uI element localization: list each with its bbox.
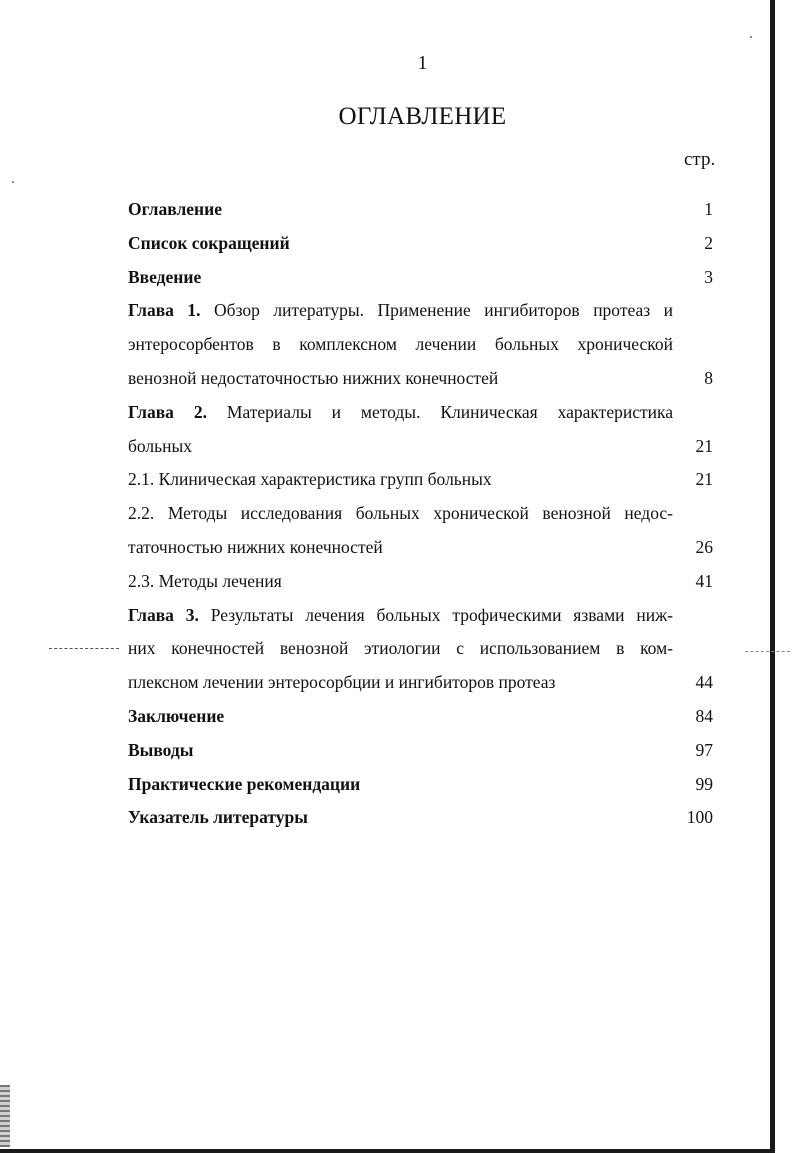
toc-entry-page: 21 bbox=[695, 469, 713, 490]
toc-entry-line bbox=[128, 362, 673, 396]
toc-entry-line bbox=[128, 531, 673, 565]
toc-entry-text: венозной недостаточностью нижних конечностей bbox=[128, 367, 499, 388]
table-of-contents bbox=[128, 193, 713, 835]
toc-entry bbox=[128, 768, 713, 802]
toc-entry-page: 44 bbox=[695, 672, 713, 693]
toc-entry-page: 8 bbox=[704, 367, 713, 388]
toc-entry-page: 97 bbox=[695, 739, 713, 760]
toc-entry-title bbox=[128, 396, 673, 464]
toc-entry bbox=[128, 497, 713, 565]
toc-entry-line bbox=[128, 768, 673, 802]
toc-entry-text: плексном лечении энтеросорбции и ингибиторов протеаз bbox=[128, 672, 556, 693]
toc-entry-title bbox=[128, 193, 673, 227]
toc-chapter-label: Глава 1. bbox=[128, 300, 201, 321]
toc-entry-line bbox=[128, 666, 673, 700]
toc-entry-page: 3 bbox=[704, 266, 713, 287]
toc-entry-text: Заключение bbox=[128, 705, 225, 726]
toc-entry-text: таточностью нижних конечностей bbox=[128, 536, 383, 557]
toc-entry bbox=[128, 599, 713, 700]
toc-entry-page: 1 bbox=[704, 199, 713, 219]
scan-edge-right bbox=[770, 0, 775, 1153]
page-number: 1 bbox=[417, 52, 428, 74]
scan-artifact-dash bbox=[49, 648, 119, 649]
toc-entry-text: 2.3. Методы лечения bbox=[128, 570, 282, 591]
page-title: ОГЛАВЛЕНИЕ bbox=[338, 103, 507, 130]
toc-entry-line bbox=[128, 227, 673, 261]
toc-entry-title bbox=[128, 801, 673, 835]
toc-entry-title bbox=[128, 768, 673, 802]
toc-entry bbox=[128, 261, 713, 295]
toc-chapter-label: Глава 3. bbox=[128, 604, 199, 625]
toc-entry-line bbox=[128, 294, 673, 328]
toc-entry-line bbox=[128, 801, 673, 835]
toc-entry-text: 2.2. Методы исследования больных хронической венозной недос- bbox=[128, 503, 673, 524]
toc-entry-line bbox=[128, 632, 673, 666]
scan-edge-left bbox=[0, 1085, 10, 1147]
toc-entry-title bbox=[128, 497, 673, 565]
toc-entry-text: Введение bbox=[128, 266, 202, 287]
toc-entry-page: 2 bbox=[704, 232, 713, 253]
toc-entry-page: 100 bbox=[686, 807, 713, 828]
page-column-label: стр. bbox=[684, 149, 716, 170]
toc-entry-line bbox=[128, 497, 673, 531]
toc-entry bbox=[128, 396, 713, 464]
scan-edge-bottom bbox=[0, 1149, 775, 1153]
toc-entry bbox=[128, 294, 713, 395]
toc-entry-line bbox=[128, 396, 673, 430]
toc-entry-page: 21 bbox=[695, 435, 713, 456]
toc-entry bbox=[128, 734, 713, 768]
toc-entry-page: 41 bbox=[695, 570, 713, 591]
toc-entry-page: 99 bbox=[695, 773, 713, 794]
toc-entry-text: них конечностей венозной этиологии с использованием в ком- bbox=[128, 638, 673, 659]
toc-entry-text: Материалы и методы. Клиническая характеристика bbox=[226, 401, 673, 422]
toc-entry-title bbox=[128, 599, 673, 700]
toc-entry bbox=[128, 565, 713, 599]
toc-entry-text: энтеросорбентов в комплексном лечении больных хронической bbox=[128, 334, 673, 355]
toc-entry-text: Обзор литературы. Применение ингибиторов протеаз и bbox=[214, 300, 673, 321]
toc-entry-title bbox=[128, 227, 673, 261]
toc-entry-line bbox=[128, 193, 673, 227]
toc-entry-text: Результаты лечения больных трофическими язвами ниж- bbox=[210, 604, 673, 625]
toc-entry bbox=[128, 227, 713, 261]
toc-entry-title bbox=[128, 565, 673, 599]
toc-entry-text: Оглавление bbox=[128, 199, 222, 219]
toc-entry-line bbox=[128, 430, 673, 464]
toc-entry-line bbox=[128, 565, 673, 599]
toc-entry-text: 2.1. Клиническая характеристика групп больных bbox=[128, 469, 492, 490]
toc-entry bbox=[128, 193, 713, 227]
toc-entry-line bbox=[128, 328, 673, 362]
toc-entry-line bbox=[128, 261, 673, 295]
scan-artifact-dash bbox=[745, 651, 790, 652]
toc-entry-line bbox=[128, 599, 673, 633]
toc-entry-text: Список сокращений bbox=[128, 232, 290, 253]
toc-entry-text: больных bbox=[128, 435, 193, 456]
toc-entry-title bbox=[128, 734, 673, 768]
toc-entry-title bbox=[128, 700, 673, 734]
toc-entry bbox=[128, 700, 713, 734]
toc-entry-text: Практические рекомендации bbox=[128, 773, 361, 794]
scan-speck bbox=[12, 181, 14, 183]
toc-entry-title bbox=[128, 261, 673, 295]
toc-chapter-label: Глава 2. bbox=[128, 401, 207, 422]
toc-entry-title bbox=[128, 294, 673, 395]
toc-entry-text: Выводы bbox=[128, 739, 194, 760]
toc-entry-page: 84 bbox=[695, 705, 713, 726]
toc-entry-text: Указатель литературы bbox=[128, 807, 308, 828]
toc-entry-line bbox=[128, 734, 673, 768]
toc-entry bbox=[128, 801, 713, 835]
toc-entry-line bbox=[128, 463, 673, 497]
toc-entry-page: 26 bbox=[695, 536, 713, 557]
toc-entry-title bbox=[128, 463, 673, 497]
toc-entry-line bbox=[128, 700, 673, 734]
toc-entry bbox=[128, 463, 713, 497]
scan-speck bbox=[750, 36, 752, 38]
